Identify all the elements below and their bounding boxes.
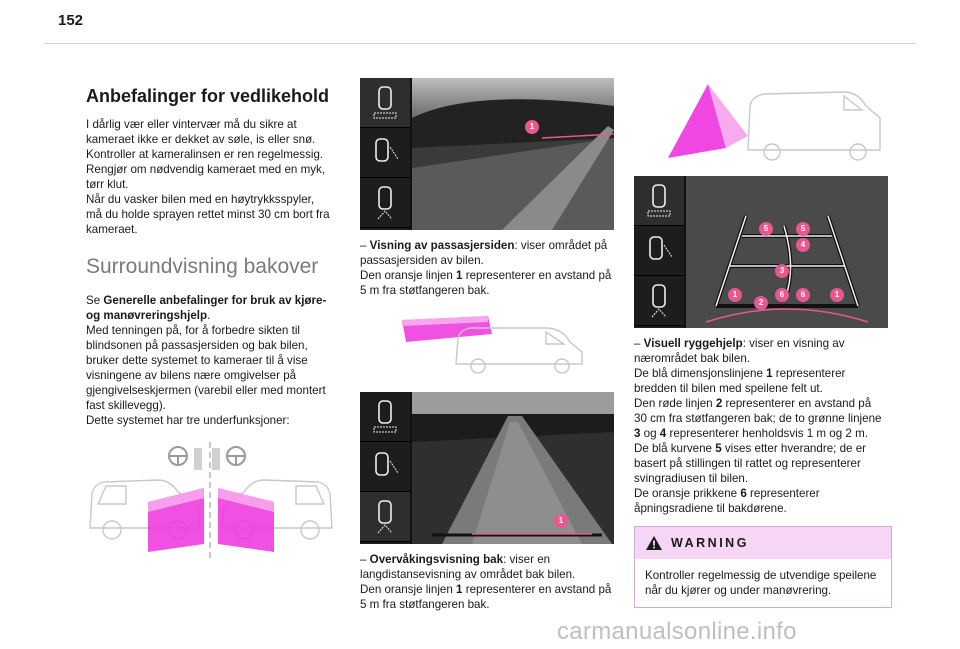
marker-badge-4: 4 (796, 238, 810, 252)
warning-box (634, 526, 892, 608)
warning-header (635, 527, 891, 559)
surveillance-view-description: – Overvåkingsvisning bak: viser en langdistansevisning av området bak bilen. Den oransje linjen 1 representerer en avstand på 5 m fra støtfangeren bak. (360, 553, 612, 611)
passenger-side-camera-view (360, 78, 614, 230)
marker-badge-6a: 6 (775, 288, 789, 302)
reverse-assist-mode-icon[interactable] (360, 492, 410, 542)
column-right (634, 78, 894, 608)
side-view-mode-icon[interactable] (360, 442, 410, 492)
marker-badge-1a: 1 (728, 288, 742, 302)
reverse-zone-illustration (648, 78, 898, 170)
warning-text: Kontroller regelmessig de utvendige speilene når du kjører og under manøvrering. (645, 569, 877, 597)
steering-wheel-icon (169, 447, 245, 465)
dual-camera-illustration (86, 442, 336, 562)
warning-title: WARNING (671, 536, 749, 550)
marker-badge: 1 (525, 120, 539, 134)
reverse-assist-camera-view (634, 176, 888, 328)
reverse-assist-mode-icon[interactable] (360, 178, 410, 228)
maintenance-text: I dårlig vær eller vintervær må du sikre at kameraet ikke er dekket av søle, is eller snø. Kontroller at kameralinsen er ren regelmessig. Rengjør om nødvendig kameraet med en myk, tørr klut. Når du vasker bilen med en høytrykksspyler, må du holde sprayen rettet minst 30 cm bort fra kameraet. (86, 118, 330, 236)
watermark: carmanualsonline.info (557, 618, 797, 645)
rear-view-mode-icon[interactable] (360, 392, 410, 442)
page-number: 152 (58, 12, 84, 29)
reverse-assist-description: – Visuell ryggehjelp: viser en visning av nærområdet bak bilen. De blå dimensjonslinjene 1 representerer bredden til bilen med speilene felt ut. Den røde linjen 2 representerer en avstand på 30 cm fra støtfangeren bak; de to grønne linjene 3 og 4 representerer henholdsvis 1 m og 2 m. De blå kurvene 5 vises etter hverandre; de er basert på stillingen til rattet og representerer svingradiusen til bilen. De oransje prikkene 6 representerer åpningsradiene til bakdørene. (634, 337, 882, 515)
rear-surveillance-camera-view (360, 392, 614, 544)
rear-view-mode-icon[interactable] (360, 78, 410, 128)
marker-badge-3: 3 (775, 264, 789, 278)
column-left (86, 78, 346, 562)
passenger-view-description: – Visning av passasjersiden: viser området på passasjersiden av bilen. Den oransje linjen 1 representerer en avstand på 5 m fra støtfangeren bak. (360, 239, 612, 297)
marker-badge-1b: 1 (830, 288, 844, 302)
side-view-mode-icon[interactable] (360, 128, 410, 178)
header-rule (44, 43, 916, 44)
reverse-assist-mode-icon[interactable] (634, 276, 684, 326)
side-view-mode-icon[interactable] (634, 226, 684, 276)
rear-view-mode-icon[interactable] (634, 176, 684, 226)
column-middle (360, 78, 620, 612)
passenger-side-zone-illustration (396, 312, 596, 376)
recommendation-text: Se Generelle anbefalinger for bruk av kjøre- og manøvreringshjelp. Med tenningen på, for å forbedre sikten til blindsonen på passasjersiden og bak bilen, bruker dette systemet to kameraer til å vise visningene av bilens nære omgivelser på gjengivelseskjermen (varebil eller med montert fast skillevegg). Dette systemet har tre underfunksjoner: (86, 294, 327, 427)
marker-badge-2: 2 (754, 296, 768, 310)
marker-badge-5b: 5 (796, 222, 810, 236)
maintenance-title: Anbefalinger for vedlikehold (86, 86, 330, 106)
marker-badge-5a: 5 (759, 222, 773, 236)
marker-badge: 1 (554, 514, 568, 528)
rear-view-title: Surroundvisning bakover (86, 255, 319, 278)
marker-badge-6b: 6 (796, 288, 810, 302)
warning-triangle-icon (645, 535, 663, 551)
